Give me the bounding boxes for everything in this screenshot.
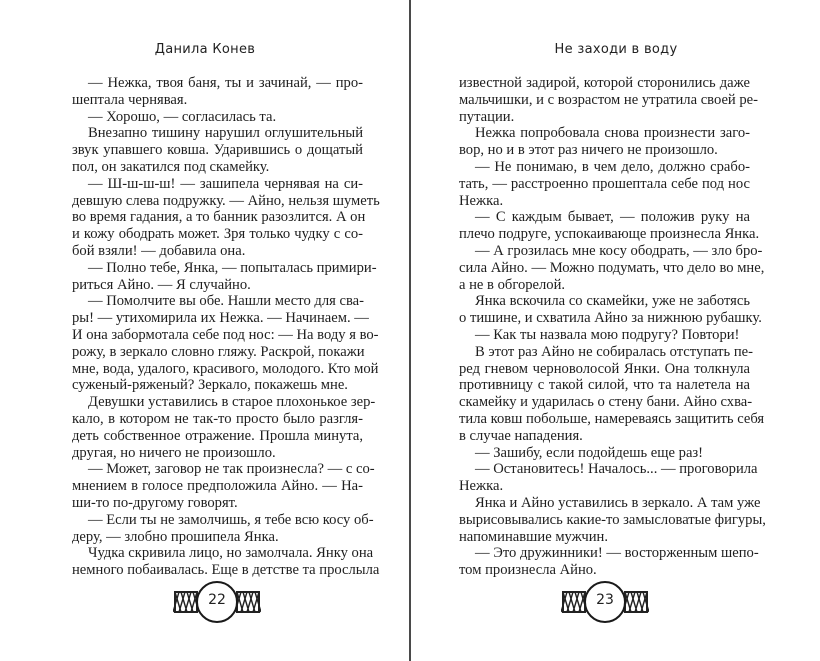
text-line: о тишине, и схватила Айно за нижнюю рубашку. [459, 310, 762, 327]
text-line: — Полно тебе, Янка, — попыталась примири- [88, 259, 377, 276]
text-line: во время гадания, а то банник разозлится. А он [72, 209, 366, 226]
text-line: ры! — утихомирила их Нежка. — Начинаем. — [72, 310, 369, 327]
text-line: — А грозилась мне косу ободрать, — зло бро- [475, 242, 763, 259]
text-line: немного побаивалась. Еще в детстве та прослыла [72, 562, 380, 579]
running-header-title: Не заходи в воду [554, 42, 678, 57]
text-line: в случае нападения. [459, 427, 583, 444]
text-line: известной задирой, которой сторонились даже [459, 75, 750, 91]
page-number-ornament [561, 578, 649, 626]
text-line: вор, но и в этот раз ничего не произошло. [459, 142, 718, 159]
page-body [72, 75, 380, 579]
text-line: — Зашибу, если подойдешь еще раз! [475, 444, 704, 461]
text-line: деру, — злобно прошипела Янка. [72, 528, 279, 545]
text-line: скамейку и ударилась о стену бани. Айно схва- [459, 394, 753, 411]
text-line: Внезапно тишину нарушил оглушительный [88, 125, 363, 142]
text-line: Нежка. [459, 478, 504, 495]
text-line: Девушки уставились в старое плохонькое зер- [88, 394, 376, 411]
text-line: — Может, заговор не так произнесла? — с со- [88, 461, 375, 478]
text-line: звук упавшего ковша. Ударившись о дощатый [72, 142, 363, 159]
text-line: Нежка. [459, 192, 504, 209]
page-number-ornament [173, 578, 261, 626]
text-line: — Это дружинники! — восторженным шепо- [475, 545, 759, 562]
text-line: а не в обгорелой. [459, 276, 566, 293]
text-line: — Если ты не замолчишь, я тебе всю косу об- [88, 511, 374, 528]
right-page [411, 0, 820, 661]
text-line: противницу с такой силой, что та налетела на [459, 377, 750, 394]
text-line: — Остановитесь! Началось... — проговорила [475, 461, 758, 478]
text-line: деть собственное отражение. Прошла минута, [72, 427, 363, 444]
text-line: — С каждым бывает, — положив руку на [475, 209, 750, 226]
text-line: ред гневом черноволосой Янки. Она толкнула [459, 360, 750, 377]
text-line: В этот раз Айно не собиралась отступать пе- [475, 343, 754, 360]
page-number: 23 [596, 592, 614, 608]
text-line: путации. [459, 108, 515, 125]
text-line: риться Айно. — Я случайно. [72, 276, 251, 293]
text-line: вырисовывались какие-то замысловатые фигуры, [459, 511, 766, 528]
text-line: ши-то по-другому говорят. [72, 494, 238, 511]
page-body [459, 75, 766, 579]
text-line: девшую слева подружку. — Айно, нельзя шуметь [72, 192, 380, 209]
text-line: — Как ты назвала мою подругу? Повтори! [475, 326, 740, 343]
text-line: мнением в голосе предположила Айно. — На- [72, 478, 363, 495]
text-line: — Хорошо, — согласилась та. [88, 108, 277, 125]
text-line: — Нежка, твоя баня, ты и зачинай, — про- [88, 75, 363, 91]
text-line: — Ш-ш-ш-ш! — зашипела чернявая на си- [88, 175, 363, 192]
text-line: рожу, в зеркало словно гляжу. Раскрой, покажи [72, 343, 365, 360]
text-line: пол, он закатился под скамейку. [72, 158, 270, 175]
text-line: Янка вскочила со скамейки, уже не заботясь [475, 293, 750, 310]
text-line: Нежка попробовала снова произнести заго- [475, 125, 750, 142]
text-line: тила ковш побольше, намереваясь защитить себя [459, 410, 765, 427]
text-line: бой взяли! — добавила она. [72, 242, 246, 259]
text-line: И она забормотала себе под нос: — На воду я во- [72, 326, 379, 343]
text-line: — Не понимаю, в чем дело, должно срабо- [475, 158, 750, 175]
text-line: шептала чернявая. [72, 91, 188, 108]
text-line: напоминавшие мужчин. [459, 528, 608, 545]
text-line: суженый-ряженый? Зеркало, покажешь мне. [72, 377, 348, 394]
running-header-author: Данила Конев [154, 42, 256, 57]
text-line: Чудка скривила лицо, но замолчала. Янку она [88, 545, 374, 562]
text-line: том произнесла Айно. [459, 562, 597, 579]
text-line: сила Айно. — Можно подумать, что дело во мне, [459, 259, 765, 276]
text-line: и кожу ободрать может. Зря только чудку с со- [72, 226, 363, 243]
text-line: мне, вода, удалого, красивого, молодого. Кто мой [72, 360, 379, 377]
text-line: мальчишки, и с возрастом не утратила своей ре- [459, 91, 759, 108]
text-line: другая, но ничего не произошло. [72, 444, 276, 461]
page-number: 22 [208, 592, 226, 608]
text-line: кало, в котором не так-то просто было разгля- [72, 410, 363, 427]
text-line: — Помолчите вы обе. Нашли место для сва- [88, 293, 364, 310]
text-line: Янка и Айно уставились в зеркало. А там уже [475, 494, 761, 511]
text-line: тать, — расстроенно прошептала себе под нос [459, 175, 750, 192]
text-line: плечо подруге, успокаивающе произнесла Янка. [459, 226, 760, 243]
